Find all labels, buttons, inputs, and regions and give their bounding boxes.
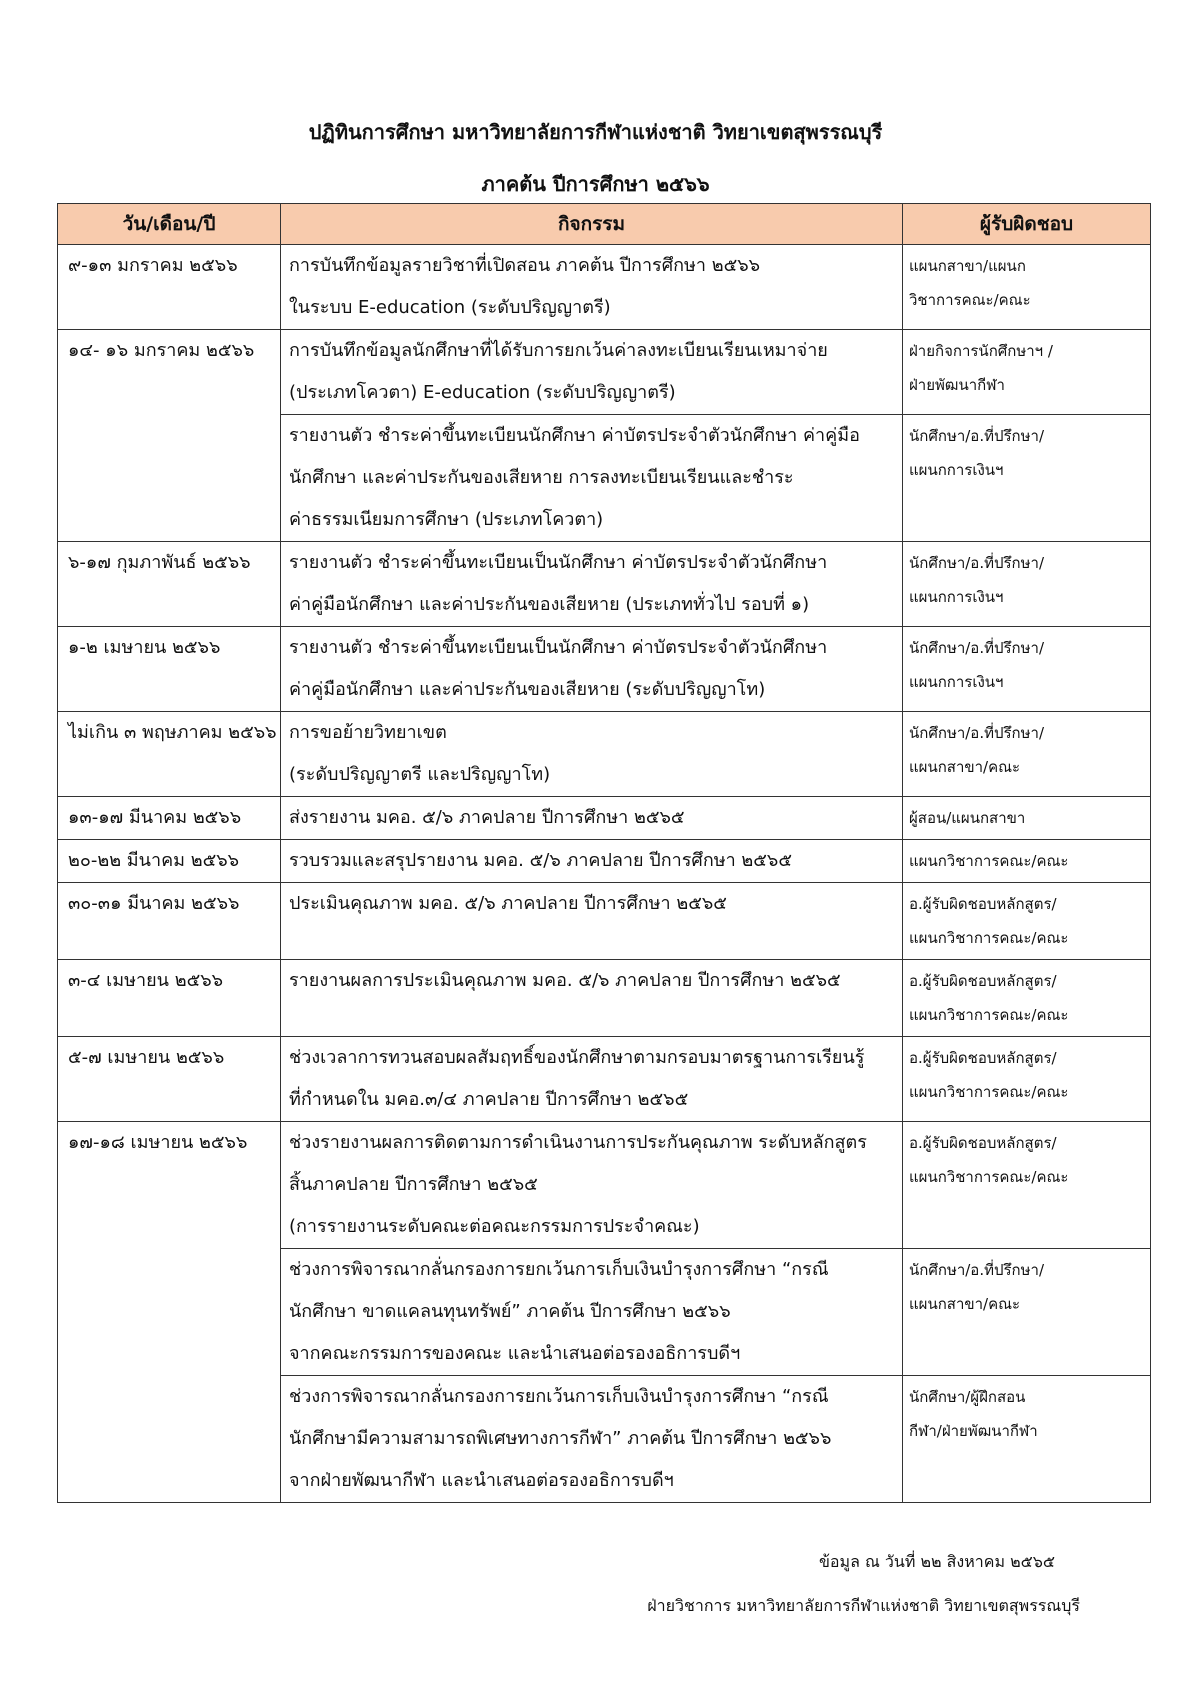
activity-line: ช่วงการพิจารณากลั่นกรองการยกเว้นการเก็บเงินบำรุงการศึกษา “กรณี (289, 1386, 829, 1407)
table-row (58, 883, 1151, 960)
responsible-line: อ.ผู้รับผิดชอบหลักสูตร/ (909, 1134, 1057, 1152)
responsible-line: นักศึกษา/อ.ที่ปรึกษา/ (909, 639, 1044, 657)
page-title (0, 106, 1191, 210)
row-activity (281, 1249, 903, 1376)
activity-line: ช่วงรายงานผลการติดตามการดำเนินงานการประกันคุณภาพ ระดับหลักสูตร (289, 1132, 867, 1153)
responsible-line: นักศึกษา/อ.ที่ปรึกษา/ (909, 427, 1044, 445)
activity-line: ค่าธรรมเนียมการศึกษา (ประเภทโควตา) (289, 509, 604, 530)
activity-line: การขอย้ายวิทยาเขต (289, 722, 447, 743)
activity-line: (การรายงานระดับคณะต่อคณะกรรมการประจำคณะ) (289, 1216, 700, 1237)
responsible-line: แผนกวิชาการคณะ/คณะ (909, 929, 1069, 947)
responsible-line: ฝ่ายกิจการนักศึกษาฯ / (909, 342, 1053, 360)
row-date: ๕-๗ เมษายน ๒๕๖๖ (58, 1037, 281, 1122)
row-responsible (903, 415, 1151, 542)
row-date: ๑-๒ เมษายน ๒๕๖๖ (58, 627, 281, 712)
row-responsible (903, 542, 1151, 627)
responsible-line: วิชาการคณะ/คณะ (909, 291, 1031, 309)
responsible-line: นักศึกษา/อ.ที่ปรึกษา/ (909, 724, 1044, 742)
table-row (58, 330, 1151, 415)
row-date: ๑๔- ๑๖ มกราคม ๒๕๖๖ (58, 330, 281, 542)
row-responsible (903, 1122, 1151, 1249)
activity-line: (ประเภทโควตา) E-education (ระดับปริญญาตรี) (289, 382, 676, 403)
row-activity (281, 712, 903, 797)
row-date: ไม่เกิน ๓ พฤษภาคม ๒๕๖๖ (58, 712, 281, 797)
responsible-line: แผนกวิชาการคณะ/คณะ (909, 1168, 1069, 1186)
activity-line: รายงานตัว ชำระค่าขึ้นทะเบียนนักศึกษา ค่าบัตรประจำตัวนักศึกษา ค่าคู่มือ (289, 425, 860, 446)
row-activity (281, 1122, 903, 1249)
activity-line: ประเมินคุณภาพ มคอ. ๕/๖ ภาคปลาย ปีการศึกษา ๒๕๖๕ (289, 893, 727, 914)
header-activity: กิจกรรม (281, 204, 903, 245)
responsible-line: แผนกสาขา/แผนก (909, 257, 1026, 275)
activity-line: รายงานตัว ชำระค่าขึ้นทะเบียนเป็นนักศึกษา ค่าบัตรประจำตัวนักศึกษา (289, 552, 828, 573)
table-header-row (58, 204, 1151, 245)
responsible-line: นักศึกษา/อ.ที่ปรึกษา/ (909, 554, 1044, 572)
row-activity (281, 1037, 903, 1122)
row-responsible (903, 1376, 1151, 1503)
activity-line: นักศึกษามีความสามารถพิเศษทางการกีฬา” ภาคต้น ปีการศึกษา ๒๕๖๖ (289, 1428, 832, 1449)
responsible-line: แผนกวิชาการคณะ/คณะ (909, 1006, 1069, 1024)
activity-line: (ระดับปริญญาตรี และปริญญาโท) (289, 764, 551, 785)
activity-line: นักศึกษา ขาดแคลนทุนทรัพย์” ภาคต้น ปีการศึกษา ๒๕๖๖ (289, 1301, 731, 1322)
responsible-line: แผนกวิชาการคณะ/คณะ (909, 1083, 1069, 1101)
responsible-line: แผนกการเงินฯ (909, 461, 1004, 479)
row-activity (281, 415, 903, 542)
footer-office: ฝ่ายวิชาการ มหาวิทยาลัยการกีฬาแห่งชาติ วิทยาเขตสุพรรณบุรี (647, 1596, 1080, 1615)
academic-calendar-table (57, 203, 1151, 1503)
activity-line: ที่กำหนดใน มคอ.๓/๔ ภาคปลาย ปีการศึกษา ๒๕๖๕ (289, 1089, 689, 1110)
activity-line: ค่าคู่มือนักศึกษา และค่าประกันของเสียหาย (ประเภททั่วไป รอบที่ ๑) (289, 594, 810, 615)
table-row (58, 712, 1151, 797)
responsible-line: แผนกการเงินฯ (909, 673, 1004, 691)
activity-line: สิ้นภาคปลาย ปีการศึกษา ๒๕๖๕ (289, 1174, 538, 1195)
row-activity (281, 960, 903, 1037)
activity-line: จากฝ่ายพัฒนากีฬา และนำเสนอต่อรองอธิการบดีฯ (289, 1470, 674, 1491)
responsible-line: นักศึกษา/อ.ที่ปรึกษา/ (909, 1261, 1044, 1279)
row-responsible (903, 627, 1151, 712)
activity-line: รวบรวมและสรุปรายงาน มคอ. ๕/๖ ภาคปลาย ปีการศึกษา ๒๕๖๕ (289, 850, 792, 871)
activity-line: การบันทึกข้อมูลนักศึกษาที่ได้รับการยกเว้นค่าลงทะเบียนเรียนเหมาจ่าย (289, 340, 828, 361)
table-row (58, 1037, 1151, 1122)
responsible-line: นักศึกษา/ผู้ฝึกสอน (909, 1388, 1026, 1406)
activity-line: ในระบบ E-education (ระดับปริญญาตรี) (289, 297, 611, 318)
row-responsible (903, 883, 1151, 960)
responsible-line: ผู้สอน/แผนกสาขา (909, 809, 1026, 827)
activity-line: รายงานตัว ชำระค่าขึ้นทะเบียนเป็นนักศึกษา ค่าบัตรประจำตัวนักศึกษา (289, 637, 828, 658)
activity-line: ช่วงการพิจารณากลั่นกรองการยกเว้นการเก็บเงินบำรุงการศึกษา “กรณี (289, 1259, 829, 1280)
title-line-1: ปฏิทินการศึกษา มหาวิทยาลัยการกีฬาแห่งชาติ วิทยาเขตสุพรรณบุรี (308, 120, 883, 144)
responsible-line: อ.ผู้รับผิดชอบหลักสูตร/ (909, 895, 1057, 913)
row-activity (281, 840, 903, 883)
row-responsible (903, 797, 1151, 840)
responsible-line: แผนกสาขา/คณะ (909, 758, 1021, 776)
responsible-line: อ.ผู้รับผิดชอบหลักสูตร/ (909, 972, 1057, 990)
row-responsible (903, 330, 1151, 415)
activity-line: ช่วงเวลาการทวนสอบผลสัมฤทธิ์ของนักศึกษาตามกรอบมาตรฐานการเรียนรู้ (289, 1047, 865, 1068)
row-date: ๖-๑๗ กุมภาพันธ์ ๒๕๖๖ (58, 542, 281, 627)
row-responsible (903, 1037, 1151, 1122)
row-responsible (903, 1249, 1151, 1376)
responsible-line: กีฬา/ฝ่ายพัฒนากีฬา (909, 1422, 1038, 1440)
table-row (58, 797, 1151, 840)
row-responsible (903, 840, 1151, 883)
activity-line: จากคณะกรรมการของคณะ และนำเสนอต่อรองอธิการบดีฯ (289, 1343, 741, 1364)
row-date: ๓๐-๓๑ มีนาคม ๒๕๖๖ (58, 883, 281, 960)
row-responsible (903, 245, 1151, 330)
row-activity (281, 542, 903, 627)
responsible-line: อ.ผู้รับผิดชอบหลักสูตร/ (909, 1049, 1057, 1067)
responsible-line: แผนกการเงินฯ (909, 588, 1004, 606)
row-date: ๙-๑๓ มกราคม ๒๕๖๖ (58, 245, 281, 330)
row-date: ๑๓-๑๗ มีนาคม ๒๕๖๖ (58, 797, 281, 840)
row-activity (281, 245, 903, 330)
table-row (58, 1122, 1151, 1249)
row-responsible (903, 712, 1151, 797)
row-activity (281, 797, 903, 840)
row-date: ๓-๔ เมษายน ๒๕๖๖ (58, 960, 281, 1037)
activity-line: รายงานผลการประเมินคุณภาพ มคอ. ๕/๖ ภาคปลาย ปีการศึกษา ๒๕๖๕ (289, 970, 841, 991)
table-row (58, 542, 1151, 627)
table-row (58, 840, 1151, 883)
activity-line: นักศึกษา และค่าประกันของเสียหาย การลงทะเบียนเรียนและชำระ (289, 467, 794, 488)
responsible-line: แผนกสาขา/คณะ (909, 1295, 1021, 1313)
header-responsible: ผู้รับผิดชอบ (903, 204, 1151, 245)
row-date: ๒๐-๒๒ มีนาคม ๒๕๖๖ (58, 840, 281, 883)
title-line-2: ภาคต้น ปีการศึกษา ๒๕๖๖ (481, 172, 710, 196)
row-activity (281, 883, 903, 960)
table-row (58, 960, 1151, 1037)
row-activity (281, 330, 903, 415)
footer-date-note: ข้อมูล ณ วันที่ ๒๒ สิงหาคม ๒๕๖๕ (818, 1552, 1055, 1571)
table-row (58, 245, 1151, 330)
row-date: ๑๗-๑๘ เมษายน ๒๕๖๖ (58, 1122, 281, 1503)
responsible-line: แผนกวิชาการคณะ/คณะ (909, 852, 1069, 870)
responsible-line: ฝ่ายพัฒนากีฬา (909, 376, 1005, 394)
row-responsible (903, 960, 1151, 1037)
row-activity (281, 627, 903, 712)
header-date: วัน/เดือน/ปี (58, 204, 281, 245)
activity-line: ส่งรายงาน มคอ. ๕/๖ ภาคปลาย ปีการศึกษา ๒๕๖๕ (289, 807, 685, 828)
row-activity (281, 1376, 903, 1503)
table-row (58, 627, 1151, 712)
activity-line: การบันทึกข้อมูลรายวิชาที่เปิดสอน ภาคต้น ปีการศึกษา ๒๕๖๖ (289, 255, 761, 276)
activity-line: ค่าคู่มือนักศึกษา และค่าประกันของเสียหาย (ระดับปริญญาโท) (289, 679, 766, 700)
